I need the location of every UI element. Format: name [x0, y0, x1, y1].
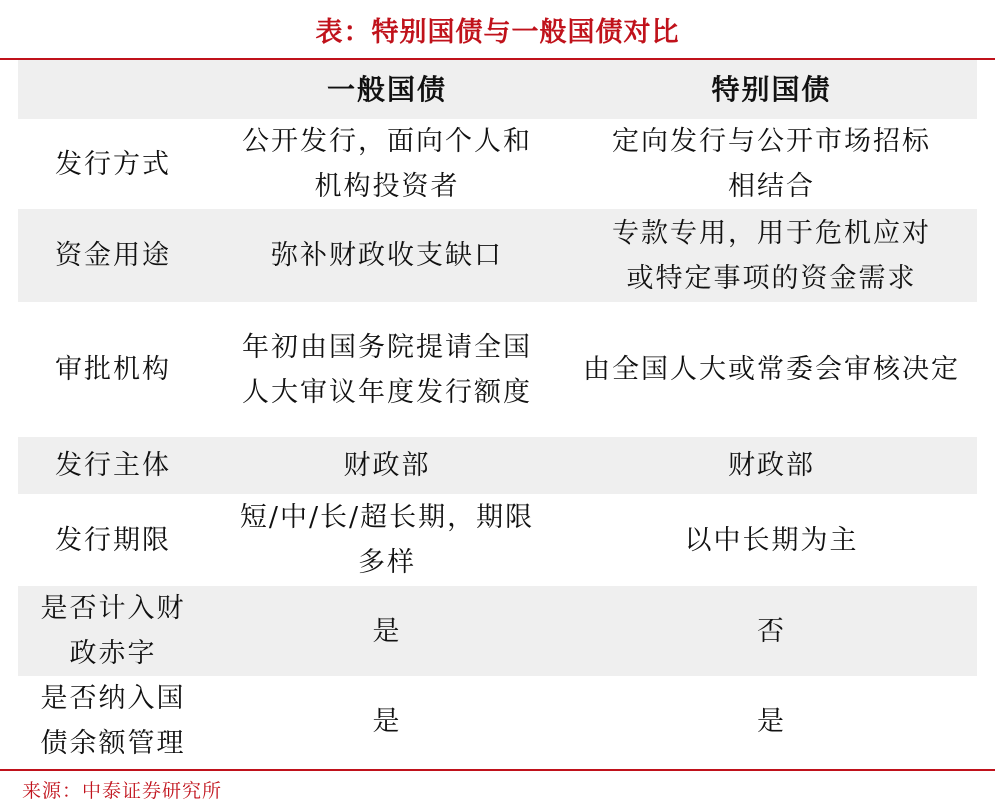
special-bond-cell: 财政部: [728, 450, 815, 481]
source-note: 来源：中泰证券研究所: [22, 780, 223, 802]
general-bond-cell: 短/中/长/超长期，期限多样: [239, 502, 535, 578]
special-bond-cell: 是: [757, 705, 786, 737]
special-bond-cell: 专款专用，用于危机应对或特定事项的资金需求: [612, 217, 931, 294]
table-row: [18, 209, 977, 302]
general-bond-cell: 年初由国务院提请全国人大审议年度发行额度: [242, 331, 532, 408]
special-bond-cell: 定向发行与公开市场招标相结合: [612, 126, 931, 202]
special-bond-cell: 否: [757, 615, 786, 647]
comparison-table: [18, 60, 977, 766]
row-label: 发行期限: [55, 524, 171, 556]
row-label: 资金用途: [55, 240, 171, 271]
general-bond-cell: 是: [372, 705, 402, 737]
row-label: 是否计入财政赤字: [40, 593, 186, 669]
general-bond-cell: 是: [372, 615, 402, 647]
header-special-bond: 特别国债: [566, 60, 977, 119]
row-label: 发行方式: [55, 148, 171, 180]
general-bond-cell: 公开发行，面向个人和机构投资者: [242, 126, 532, 202]
special-bond-cell: 由全国人大或常委会审核决定: [583, 354, 960, 385]
special-bond-cell: 以中长期为主: [684, 524, 859, 556]
table-row: [18, 119, 977, 209]
general-bond-cell: 弥补财政收支缺口: [271, 240, 503, 271]
table-row: [18, 437, 977, 494]
table-row: [18, 494, 977, 586]
row-label: 是否纳入国债余额管理: [40, 683, 186, 759]
table-header-row: [18, 60, 977, 119]
header-blank-cell: [18, 60, 208, 119]
table-row: [18, 586, 977, 676]
bottom-divider: [0, 769, 995, 771]
row-label: 审批机构: [55, 354, 171, 385]
table-row: [18, 302, 977, 437]
row-label: 发行主体: [55, 450, 171, 481]
general-bond-cell: 财政部: [343, 450, 431, 481]
header-general-bond: 一般国债: [208, 60, 566, 119]
table-row: [18, 676, 977, 766]
table-title: 表：特别国债与一般国债对比: [315, 16, 680, 48]
